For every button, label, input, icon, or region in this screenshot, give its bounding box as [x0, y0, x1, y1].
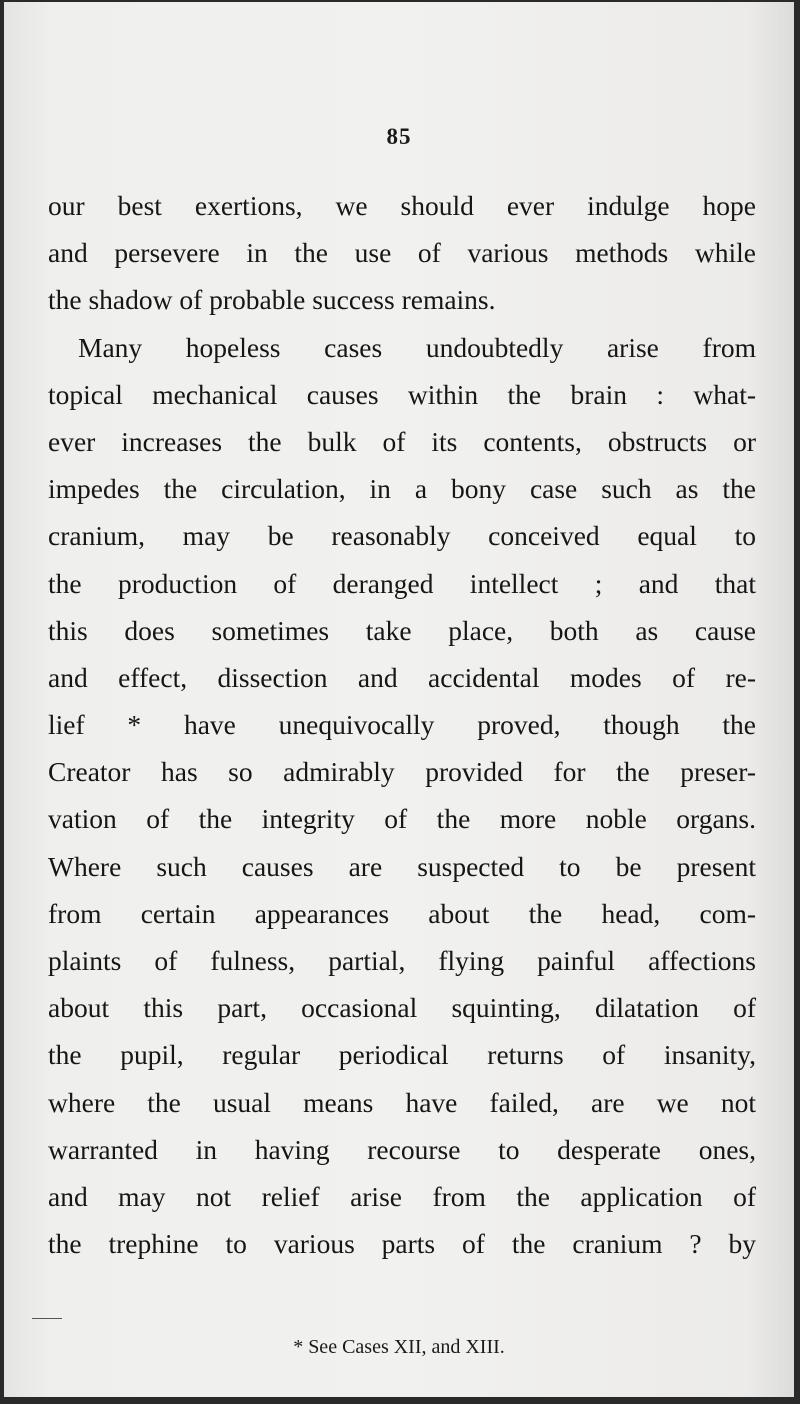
text-line: ever increases the bulk of its contents, obstructs or — [48, 425, 756, 457]
text-line: the production of deranged intellect ; and that — [48, 567, 756, 599]
text-line: Creator has so admirably provided for the preser- — [48, 756, 756, 788]
footnote-rule — [32, 1318, 62, 1319]
text-line: lief * have unequivocally proved, though the — [48, 709, 756, 741]
text-line: plaints of fulness, partial, flying painful affections — [48, 945, 756, 976]
text-line: the trephine to various parts of the cranium ? by — [48, 1228, 756, 1260]
text-line: warranted in having recourse to desperate ones, — [48, 1133, 756, 1165]
text-line: and effect, dissection and accidental modes of re- — [48, 661, 756, 693]
text-line: vation of the integrity of the more noble organs. — [48, 803, 756, 835]
footnote: * See Cases XII, and XIII. — [293, 1336, 505, 1358]
book-page — [4, 2, 794, 1397]
text-line: and may not relief arise from the application of — [48, 1180, 756, 1212]
text-line: our best exertions, we should ever indulge hope — [48, 190, 756, 221]
text-line: the shadow of probable success remains. — [48, 284, 496, 316]
text-line: about this part, occasional squinting, dilatation of — [48, 992, 756, 1024]
text-line: from certain appearances about the head, com- — [48, 897, 756, 929]
text-line: where the usual means have failed, are we not — [48, 1086, 756, 1118]
text-line: and persevere in the use of various methods while — [48, 237, 756, 269]
text-line: the pupil, regular periodical returns of insanity, — [48, 1039, 756, 1071]
text-line: impedes the circulation, in a bony case such as the — [48, 473, 756, 505]
body-text — [48, 182, 756, 1267]
text-line: Many hopeless cases undoubtedly arise from — [78, 331, 756, 363]
text-line: cranium, may be reasonably conceived equal to — [48, 520, 756, 552]
text-line: Where such causes are suspected to be present — [48, 850, 756, 882]
text-line: this does sometimes take place, both as cause — [48, 614, 756, 646]
page-number: 85 — [386, 124, 412, 149]
text-line: topical mechanical causes within the brain : what- — [48, 378, 756, 410]
